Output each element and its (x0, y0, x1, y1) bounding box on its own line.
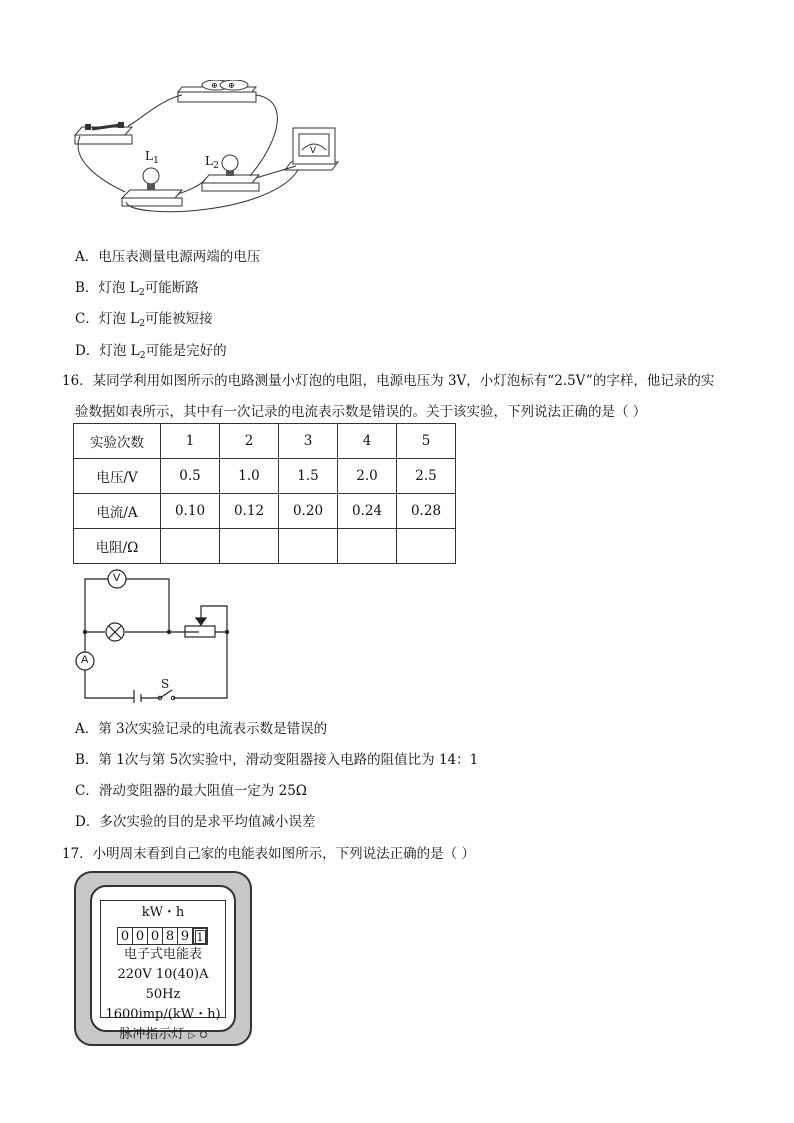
q15-option-a: A．电压表测量电源两端的电压 (75, 249, 261, 265)
table-cell (338, 529, 397, 564)
table-row (74, 424, 456, 459)
meter-unit: kW・h (141, 905, 185, 920)
table-cell: 2.0 (338, 459, 397, 494)
lamp-symbol (106, 623, 124, 641)
pulse-arrow-icon: ▷ (188, 1031, 196, 1041)
meter-spec-voltage: 220V 10(40)A 50Hz (117, 967, 209, 1002)
q16-stem-line1: 16．某同学利用如图所示的电路测量小灯泡的电阻，电源电压为 3V，小灯泡标有“2.5V”的字样，他记录的实 (62, 373, 715, 389)
meter-digit: 0 (147, 927, 163, 945)
table-cell (220, 529, 279, 564)
bulb-l1 (122, 168, 182, 206)
switch-label: S (161, 677, 170, 691)
table-cell: 0.5 (161, 459, 220, 494)
q16-option-d: D．多次实验的目的是求平均值减小误差 (75, 814, 316, 830)
q15-option-c: C．灯泡 $L_2$可能被短接 (75, 311, 213, 329)
label-l2: $L_2$ (205, 154, 220, 171)
meter-digits (101, 927, 225, 945)
table-cell: 2 (220, 424, 279, 459)
svg-text:V: V (310, 145, 317, 155)
electric-meter (74, 871, 252, 1046)
table-cell: 2.5 (397, 459, 456, 494)
meter-digit: 0 (132, 927, 148, 945)
switch-board (75, 122, 132, 144)
table-row (74, 459, 456, 494)
table-cell (279, 529, 338, 564)
meter-digit-decimal: 1 (192, 927, 208, 945)
meter-pulse-row: 脉冲指示灯 ▷ (101, 1025, 225, 1046)
voltmeter-label: V (113, 572, 121, 584)
table-cell: 0.28 (397, 494, 456, 529)
table-cell: 4 (338, 424, 397, 459)
table-cell: 0.10 (161, 494, 220, 529)
table-row (74, 529, 456, 564)
table-cell (397, 529, 456, 564)
pulse-light-icon (200, 1031, 207, 1038)
battery-box (178, 80, 256, 102)
q17-stem: 17．小明周末看到自己家的电能表如图所示，下列说法正确的是（ ） (62, 846, 475, 862)
q15-option-d: D．灯泡 $L_2$可能是完好的 (75, 343, 227, 361)
svg-text:⊕: ⊕ (211, 81, 218, 90)
table-cell: 0.24 (338, 494, 397, 529)
meter-digit: 8 (162, 927, 178, 945)
meter-digit: 9 (177, 927, 193, 945)
meter-name: 电子式电能表 (123, 947, 202, 962)
table-cell: 3 (279, 424, 338, 459)
table-cell: 0.20 (279, 494, 338, 529)
table-cell: 实验次数 (74, 424, 161, 459)
q16-circuit-diagram (75, 568, 240, 703)
table-cell: 电流/A (74, 494, 161, 529)
table-cell: 0.12 (220, 494, 279, 529)
ammeter-label: A (81, 654, 89, 666)
table-row (74, 494, 456, 529)
q16-option-a: A．第 3次实验记录的电流表示数是错误的 (75, 721, 328, 737)
table-cell: 1.0 (220, 459, 279, 494)
table-cell (161, 529, 220, 564)
q16-stem-line2: 验数据如表所示，其中有一次记录的电流表示数是错误的。关于该实验，下列说法正确的是（ ） (75, 404, 647, 420)
table-cell: 电压/V (74, 459, 161, 494)
circuit-photo-figure (70, 80, 350, 225)
meter-panel (100, 900, 226, 1042)
meter-face (90, 885, 236, 1042)
meter-digit: 0 (117, 927, 133, 945)
table-cell: 1.5 (279, 459, 338, 494)
meter-spec-constant: 1600imp/(kW・h) (105, 1007, 221, 1022)
label-l1: $L_1$ (145, 149, 160, 166)
voltmeter (285, 128, 338, 170)
table-cell: 5 (397, 424, 456, 459)
q16-data-table (73, 423, 456, 564)
q15-option-b: B．灯泡 $L_2$可能断路 (75, 280, 199, 298)
q16-option-c: C．滑动变阻器的最大阻值一定为 25Ω (75, 783, 307, 799)
svg-text:⊕: ⊕ (228, 81, 235, 90)
q16-option-b: B．第 1次与第 5次实验中，滑动变阻器接入电路的阻值比为 14：1 (75, 752, 479, 768)
table-cell: 1 (161, 424, 220, 459)
table-cell: 电阻/Ω (74, 529, 161, 564)
